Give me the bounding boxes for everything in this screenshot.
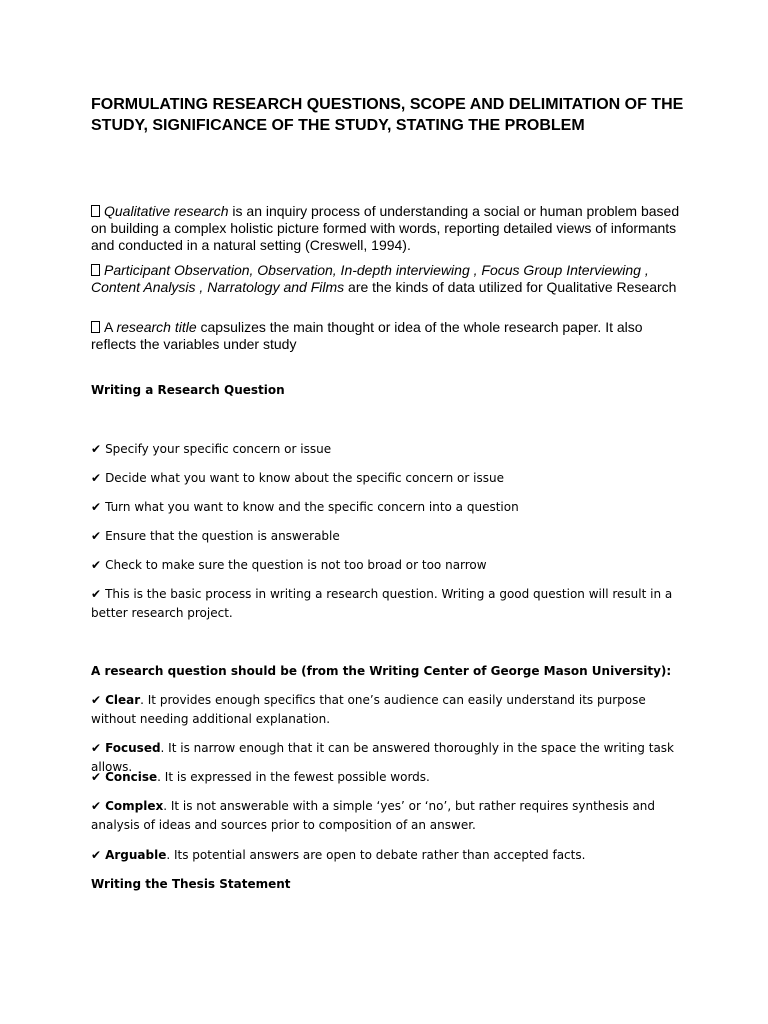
checkmark-icon: ✔ — [91, 471, 102, 485]
intro-text: is an inquiry process of understanding a social or human problem based on building a complex holistic picture formed with words, reporting detailed views of informants and conducted in a natural setting (Creswell, 1994). — [91, 203, 680, 253]
checkmark-icon: ✔ — [91, 693, 102, 707]
bullet-box-icon — [91, 205, 100, 217]
list-item-text: Ensure that the question is answerable — [105, 529, 340, 543]
criterion-term: Concise — [105, 770, 158, 784]
page-title: FORMULATING RESEARCH QUESTIONS, SCOPE AND DELIMITATION OF THE STUDY, SIGNIFICANCE OF THE STUDY, STATING THE PROBLEM — [91, 96, 684, 134]
criterion-text: . It is not answerable with a simple ‘yes’ or ‘no’, but rather requires synthesis and analysis of ideas and sources prior to composition of an answer. — [91, 799, 656, 832]
list-item-text: Check to make sure the question is not too broad or too narrow — [105, 558, 487, 572]
intro-term: Participant Observation, Observation, In-depth interviewing , Focus Group Interviewing , Content Analysis , Narratology and Films — [91, 262, 649, 295]
intro-term: research title — [116, 319, 197, 335]
checkmark-icon: ✔ — [91, 587, 102, 601]
criterion-text: . It provides enough specifics that one’s audience can easily understand its purpose without needing additional explanation. — [91, 693, 646, 726]
list-item-text: Decide what you want to know about the specific concern or issue — [105, 471, 504, 485]
intro-paragraph-data-kinds — [91, 262, 681, 296]
checkmark-icon: ✔ — [91, 848, 102, 862]
checkmark-icon: ✔ — [91, 799, 102, 813]
criterion-text: . Its potential answers are open to debate rather than accepted facts. — [166, 848, 586, 862]
list-item — [91, 768, 681, 787]
list-item — [91, 585, 681, 623]
checkmark-icon: ✔ — [91, 442, 102, 456]
intro-text: are the kinds of data utilized for Qualitative Research — [344, 279, 677, 295]
intro-text: capsulizes the main thought or idea of the whole research paper. It also reflects the variables under study — [91, 319, 643, 352]
bullet-box-icon — [91, 264, 100, 276]
list-item — [91, 469, 681, 488]
list-item — [91, 527, 681, 546]
section-heading-thesis: Writing the Thesis Statement — [91, 877, 291, 891]
list-item — [91, 556, 681, 575]
intro-paragraph-research-title — [91, 319, 681, 353]
section-heading-criteria: A research question should be (from the Writing Center of George Mason University): — [91, 664, 672, 678]
checkmark-icon: ✔ — [91, 741, 102, 755]
bullet-box-icon — [91, 321, 100, 333]
checkmark-icon: ✔ — [91, 500, 102, 514]
section-heading-research-question: Writing a Research Question — [91, 383, 285, 397]
list-item-text: Turn what you want to know and the specific concern into a question — [105, 500, 519, 514]
checkmark-icon: ✔ — [91, 529, 102, 543]
criterion-term: Focused — [105, 741, 161, 755]
list-item — [91, 846, 681, 865]
list-item-text: This is the basic process in writing a research question. Writing a good question will result in a better research project. — [91, 587, 673, 620]
criterion-text: . It is expressed in the fewest possible words. — [157, 770, 430, 784]
criterion-term: Arguable — [105, 848, 167, 862]
list-item — [91, 691, 681, 729]
intro-pre: A — [104, 319, 117, 335]
list-item — [91, 440, 681, 459]
intro-term: Qualitative research — [104, 203, 229, 219]
criterion-term: Clear — [105, 693, 141, 707]
list-item — [91, 498, 681, 517]
checkmark-icon: ✔ — [91, 770, 102, 784]
criterion-term: Complex — [105, 799, 164, 813]
checkmark-icon: ✔ — [91, 558, 102, 572]
list-item — [91, 797, 681, 835]
intro-paragraph-qualitative — [91, 203, 681, 254]
criterion-text: . It is narrow enough that it can be answered thoroughly in the space the writing task allows. — [91, 741, 674, 774]
list-item-text: Specify your specific concern or issue — [105, 442, 332, 456]
